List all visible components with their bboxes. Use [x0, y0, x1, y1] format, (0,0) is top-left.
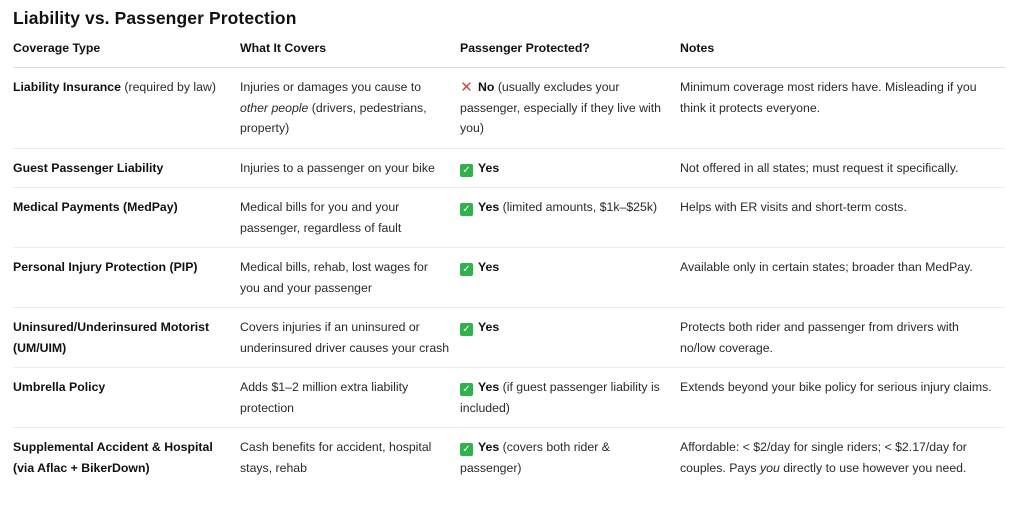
covers-text: Adds $1–2 million extra liability protection [240, 380, 409, 415]
notes-text-end: directly to use however you need. [779, 460, 967, 475]
notes-text: Helps with ER visits and short-term costs. [680, 200, 907, 214]
answer-note: (if guest passenger liability is included) [460, 380, 660, 415]
answer-label: Yes [478, 320, 500, 334]
table-header-row [13, 41, 1005, 68]
check-icon: ✓ [460, 263, 473, 276]
covers-text: Covers injuries if an uninsured or underinsured driver causes your crash [240, 320, 450, 355]
cell-what-it-covers [240, 248, 460, 308]
check-icon: ✓ [460, 203, 473, 216]
check-icon: ✓ [460, 443, 473, 456]
answer-note: (usually excludes your passenger, especially if they live with you) [460, 80, 661, 135]
coverage-type-name: Medical Payments (MedPay) [13, 200, 178, 214]
table-row [13, 188, 1005, 248]
cell-coverage-type [13, 428, 240, 488]
cell-coverage-type [13, 368, 240, 428]
cell-what-it-covers [240, 308, 460, 368]
cell-passenger-protected [460, 248, 680, 308]
table-row [13, 248, 1005, 308]
cell-passenger-protected [460, 188, 680, 248]
cell-notes [680, 428, 1005, 488]
covers-text: Cash benefits for accident, hospital stays, rehab [240, 440, 432, 475]
notes-text: Minimum coverage most riders have. Misleading if you think it protects everyone. [680, 80, 977, 115]
cell-notes [680, 368, 1005, 428]
notes-text: Available only in certain states; broader than MedPay. [680, 260, 973, 274]
coverage-table [13, 41, 1005, 487]
notes-text: Protects both rider and passenger from drivers with no/low coverage. [680, 320, 959, 355]
table-row [13, 428, 1005, 488]
cell-coverage-type [13, 188, 240, 248]
table-row [13, 308, 1005, 368]
coverage-type-name: Guest Passenger Liability [13, 160, 164, 175]
cell-coverage-type [13, 248, 240, 308]
cell-what-it-covers [240, 188, 460, 248]
cell-passenger-protected [460, 148, 680, 188]
check-icon: ✓ [460, 383, 473, 396]
cell-notes [680, 68, 1005, 149]
answer-label: Yes [478, 260, 500, 274]
cell-notes [680, 248, 1005, 308]
covers-text: Medical bills for you and your passenger, regardless of fault [240, 200, 402, 235]
cell-what-it-covers [240, 368, 460, 428]
answer-label: No [478, 80, 495, 94]
cell-coverage-type [13, 308, 240, 368]
table-row [13, 148, 1005, 188]
covers-text: Medical bills, rehab, lost wages for you and your passenger [240, 260, 428, 295]
table-row [13, 68, 1005, 149]
coverage-type-name: Uninsured/Underinsured Motorist (UM/UIM) [13, 320, 210, 355]
check-icon: ✓ [460, 164, 473, 177]
cell-coverage-type [13, 148, 240, 188]
coverage-type-name: Supplemental Accident & Hospital (via Aflac + BikerDown) [13, 440, 213, 475]
cell-coverage-type [13, 68, 240, 149]
cell-passenger-protected [460, 428, 680, 488]
answer-label: Yes [478, 380, 500, 394]
column-header-notes: Notes [680, 41, 1005, 68]
answer-label: Yes [478, 160, 500, 175]
cell-passenger-protected [460, 68, 680, 149]
cell-notes [680, 188, 1005, 248]
cell-passenger-protected [460, 368, 680, 428]
answer-label: Yes [478, 200, 500, 214]
covers-text-end: (drivers, pedestrians, property) [240, 100, 427, 135]
cell-what-it-covers [240, 148, 460, 188]
cross-icon: ✕ [460, 79, 473, 96]
column-header-coverage-type: Coverage Type [13, 41, 240, 68]
answer-note: (covers both rider & passenger) [460, 440, 610, 475]
answer-label: Yes [478, 440, 500, 454]
covers-text: Injuries or damages you cause to [240, 80, 422, 94]
cell-passenger-protected [460, 308, 680, 368]
notes-text: Not offered in all states; must request it specifically. [680, 160, 959, 175]
coverage-type-name: Personal Injury Protection (PIP) [13, 260, 198, 274]
cell-what-it-covers [240, 428, 460, 488]
page-title: Liability vs. Passenger Protection [13, 8, 297, 28]
cell-notes [680, 148, 1005, 188]
cell-what-it-covers [240, 68, 460, 149]
notes-text: Affordable: < $2/day for single riders; < $2.17/day for couples. Pays [680, 440, 967, 475]
table-row [13, 368, 1005, 428]
answer-note: (limited amounts, $1k–$25k) [499, 200, 658, 214]
coverage-type-name: Liability Insurance [13, 80, 121, 94]
notes-emphasis: you [759, 460, 780, 475]
check-icon: ✓ [460, 323, 473, 336]
covers-text: Injuries to a passenger on your bike [240, 160, 435, 175]
column-header-passenger-protected: Passenger Protected? [460, 41, 680, 68]
notes-text: Extends beyond your bike policy for serious injury claims. [680, 380, 992, 394]
covers-emphasis: other people [240, 100, 309, 115]
cell-notes [680, 308, 1005, 368]
coverage-type-name: Umbrella Policy [13, 380, 106, 394]
column-header-what-it-covers: What It Covers [240, 41, 460, 68]
coverage-type-suffix: (required by law) [120, 80, 216, 94]
